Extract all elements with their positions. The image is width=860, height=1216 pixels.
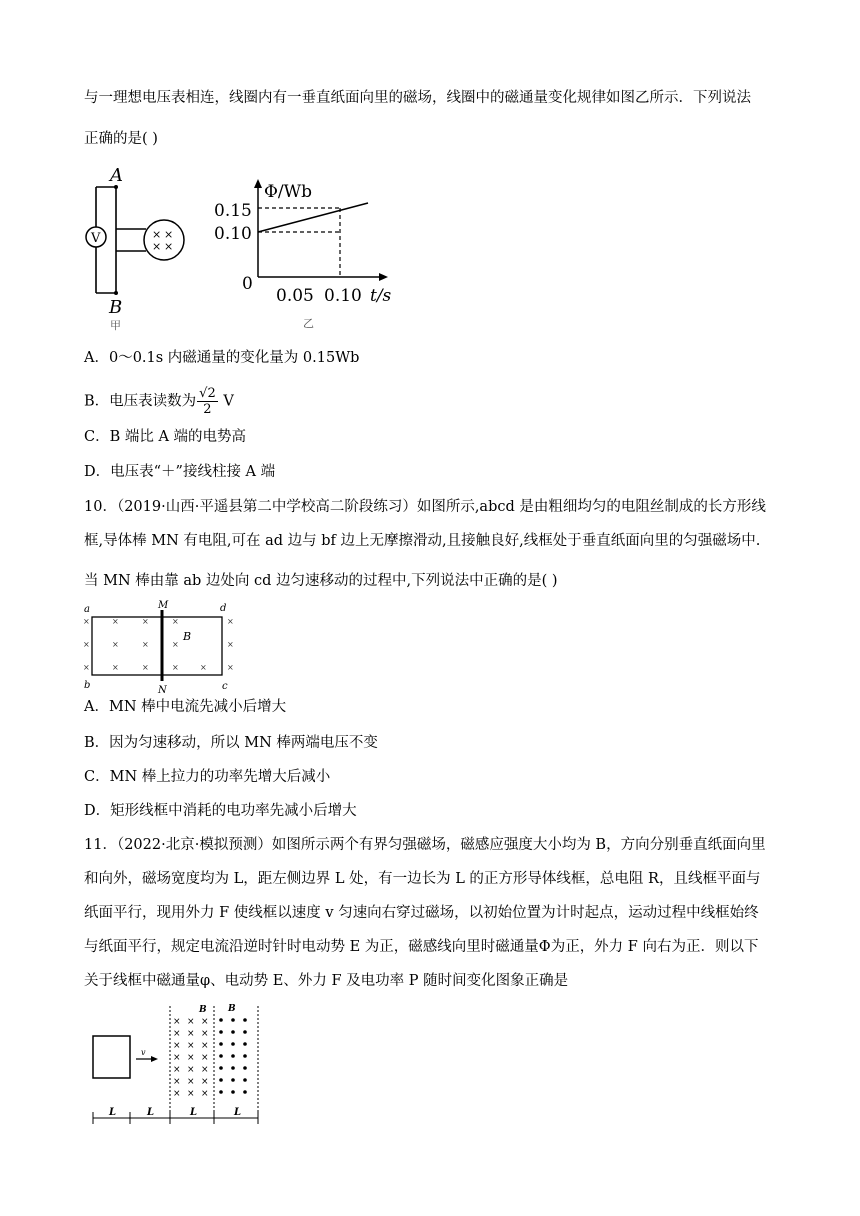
fraction-numerator: √2 xyxy=(199,386,216,401)
q10-figure xyxy=(80,597,250,697)
q9-option-b-suffix: V xyxy=(218,393,234,410)
svg-text:×: × xyxy=(164,240,174,253)
svg-text:×: × xyxy=(187,1089,195,1099)
q10-option-a: A．MN 棒中电流先减小后增大 xyxy=(84,699,287,715)
x-axis-label: t/s xyxy=(370,286,392,306)
figure-jia-caption: 甲 xyxy=(110,319,121,332)
q9-option-a: A．0～0.1s 内磁通量的变化量为 0.15Wb xyxy=(84,350,360,366)
fraction-denominator: 2 xyxy=(203,402,212,417)
fraction xyxy=(197,386,218,417)
q9-option-b xyxy=(84,386,234,417)
q9-stem-line1: 与一理想电压表相连，线圈内有一垂直纸面向里的磁场，线圈中的磁通量变化规律如图乙所示．下列说法 xyxy=(84,90,751,106)
svg-text:×: × xyxy=(201,1065,209,1075)
svg-text:×: × xyxy=(201,1029,209,1039)
width-l-label: L xyxy=(234,1107,242,1118)
velocity-label: v xyxy=(141,1048,146,1057)
rod-end-m-label: M xyxy=(158,600,169,611)
svg-text:×: × xyxy=(172,640,179,649)
svg-text:×: × xyxy=(187,1077,195,1087)
svg-text:×: × xyxy=(164,228,174,241)
guide-lines xyxy=(258,208,340,277)
svg-text:×: × xyxy=(173,1017,181,1027)
field-into-page-marks xyxy=(173,1017,209,1099)
svg-text:×: × xyxy=(83,640,90,649)
svg-text:×: × xyxy=(201,1089,209,1099)
q11-stem-line3: 纸面平行，现用外力 F 使线框以速度 v 匀速向右穿过磁场，以初始位置为计时起点，运动过程中线框始终 xyxy=(84,905,759,921)
svg-text:×: × xyxy=(142,640,149,649)
flux-line xyxy=(258,203,368,232)
x-tick-label: 0.10 xyxy=(324,286,362,306)
svg-text:×: × xyxy=(200,663,207,672)
field-b-label: B xyxy=(199,1005,207,1015)
terminal-a-label: A xyxy=(110,165,123,186)
width-l-label: L xyxy=(147,1107,155,1118)
q9-option-c: C．B 端比 A 端的电势高 xyxy=(84,429,247,445)
svg-text:×: × xyxy=(187,1029,195,1039)
x-tick-label: 0.05 xyxy=(276,286,314,306)
svg-text:×: × xyxy=(112,663,119,672)
svg-text:×: × xyxy=(227,663,234,672)
q9-stem-line2: 正确的是( ) xyxy=(84,131,158,147)
width-l-label: L xyxy=(190,1107,198,1118)
svg-text:×: × xyxy=(152,240,162,253)
q10-option-d: D．矩形线框中消耗的电功率先减小后增大 xyxy=(84,803,357,819)
svg-text:×: × xyxy=(173,1053,181,1063)
svg-text:×: × xyxy=(142,617,149,626)
svg-text:×: × xyxy=(187,1065,195,1075)
q9-option-d: D．电压表“＋”接线柱接 A 端 xyxy=(84,464,276,480)
svg-text:×: × xyxy=(173,1029,181,1039)
y-tick-label: 0.10 xyxy=(214,224,252,244)
rod-end-n-label: N xyxy=(158,685,167,696)
svg-text:×: × xyxy=(173,1077,181,1087)
field-b-label: B xyxy=(228,1004,236,1014)
svg-text:×: × xyxy=(201,1053,209,1063)
q9-figure-yi xyxy=(208,175,398,335)
corner-c-label: c xyxy=(222,681,228,692)
corner-b-label: b xyxy=(84,680,91,691)
q11-stem-line4: 与纸面平行，规定电流沿逆时针时电动势 E 为正，磁感线向里时磁通量Φ为正，外力 F 向右为正．则以下 xyxy=(84,939,759,955)
svg-text:×: × xyxy=(173,1089,181,1099)
figure-yi-caption: 乙 xyxy=(303,317,314,330)
q10-option-b: B．因为匀速移动，所以 MN 棒两端电压不变 xyxy=(84,735,378,751)
svg-text:×: × xyxy=(152,228,162,241)
svg-text:×: × xyxy=(83,663,90,672)
q10-stem-line1: 10．（2019·山西·平遥县第二中学校高二阶段练习）如图所示,abcd 是由粗细均匀的电阻丝制成的长方形线 xyxy=(84,499,766,515)
square-loop xyxy=(93,1036,130,1078)
svg-text:×: × xyxy=(112,640,119,649)
field-out-of-page-dots xyxy=(219,1018,247,1094)
svg-text:×: × xyxy=(173,1041,181,1051)
q11-stem-line2: 和向外，磁场宽度均为 L，距左侧边界 L 处，有一边长为 L 的正方形导体线框，总电阻 R，且线框平面与 xyxy=(84,871,761,887)
svg-text:×: × xyxy=(187,1053,195,1063)
svg-text:×: × xyxy=(227,617,234,626)
corner-d-label: d xyxy=(220,603,227,614)
field-b-label: B xyxy=(183,630,192,643)
q10-stem-line2: 框,导体棒 MN 有电阻,可在 ad 边与 bf 边上无摩擦滑动,且接触良好,线框处于垂直纸面向里的匀强磁场中. xyxy=(84,533,761,549)
origin-label: 0 xyxy=(242,274,253,294)
q11-stem-line5: 关于线框中磁通量φ、电动势 E、外力 F 及电功率 P 随时间变化图象正确是 xyxy=(84,973,569,989)
q11-figure xyxy=(86,1000,272,1128)
svg-text:×: × xyxy=(142,663,149,672)
width-l-label: L xyxy=(109,1107,117,1118)
svg-text:×: × xyxy=(187,1041,195,1051)
y-tick-label: 0.15 xyxy=(214,201,252,221)
voltmeter-label: V xyxy=(91,231,101,246)
svg-text:×: × xyxy=(187,1017,195,1027)
svg-text:×: × xyxy=(227,640,234,649)
q10-stem-line3: 当 MN 棒由靠 ab 边处向 cd 边匀速移动的过程中,下列说法中正确的是( ) xyxy=(84,573,558,589)
svg-text:×: × xyxy=(201,1077,209,1087)
svg-text:×: × xyxy=(112,617,119,626)
field-into-page-marks xyxy=(83,617,234,672)
q10-option-c: C．MN 棒上拉力的功率先增大后减小 xyxy=(84,769,331,785)
terminal-b-label: B xyxy=(109,297,123,318)
svg-text:×: × xyxy=(201,1041,209,1051)
y-axis-label: Φ/Wb xyxy=(264,182,313,202)
q11-stem-line1: 11．（2022·北京·模拟预测）如图所示两个有界匀强磁场，磁感应强度大小均为 B，方向分别垂直纸面向里 xyxy=(84,837,766,853)
q9-figure-jia xyxy=(80,165,190,335)
svg-text:×: × xyxy=(83,617,90,626)
svg-text:×: × xyxy=(201,1017,209,1027)
corner-a-label: a xyxy=(84,604,90,615)
svg-text:×: × xyxy=(172,617,179,626)
svg-text:×: × xyxy=(172,663,179,672)
svg-text:×: × xyxy=(173,1065,181,1075)
q9-option-b-prefix: B．电压表读数为 xyxy=(84,393,197,410)
